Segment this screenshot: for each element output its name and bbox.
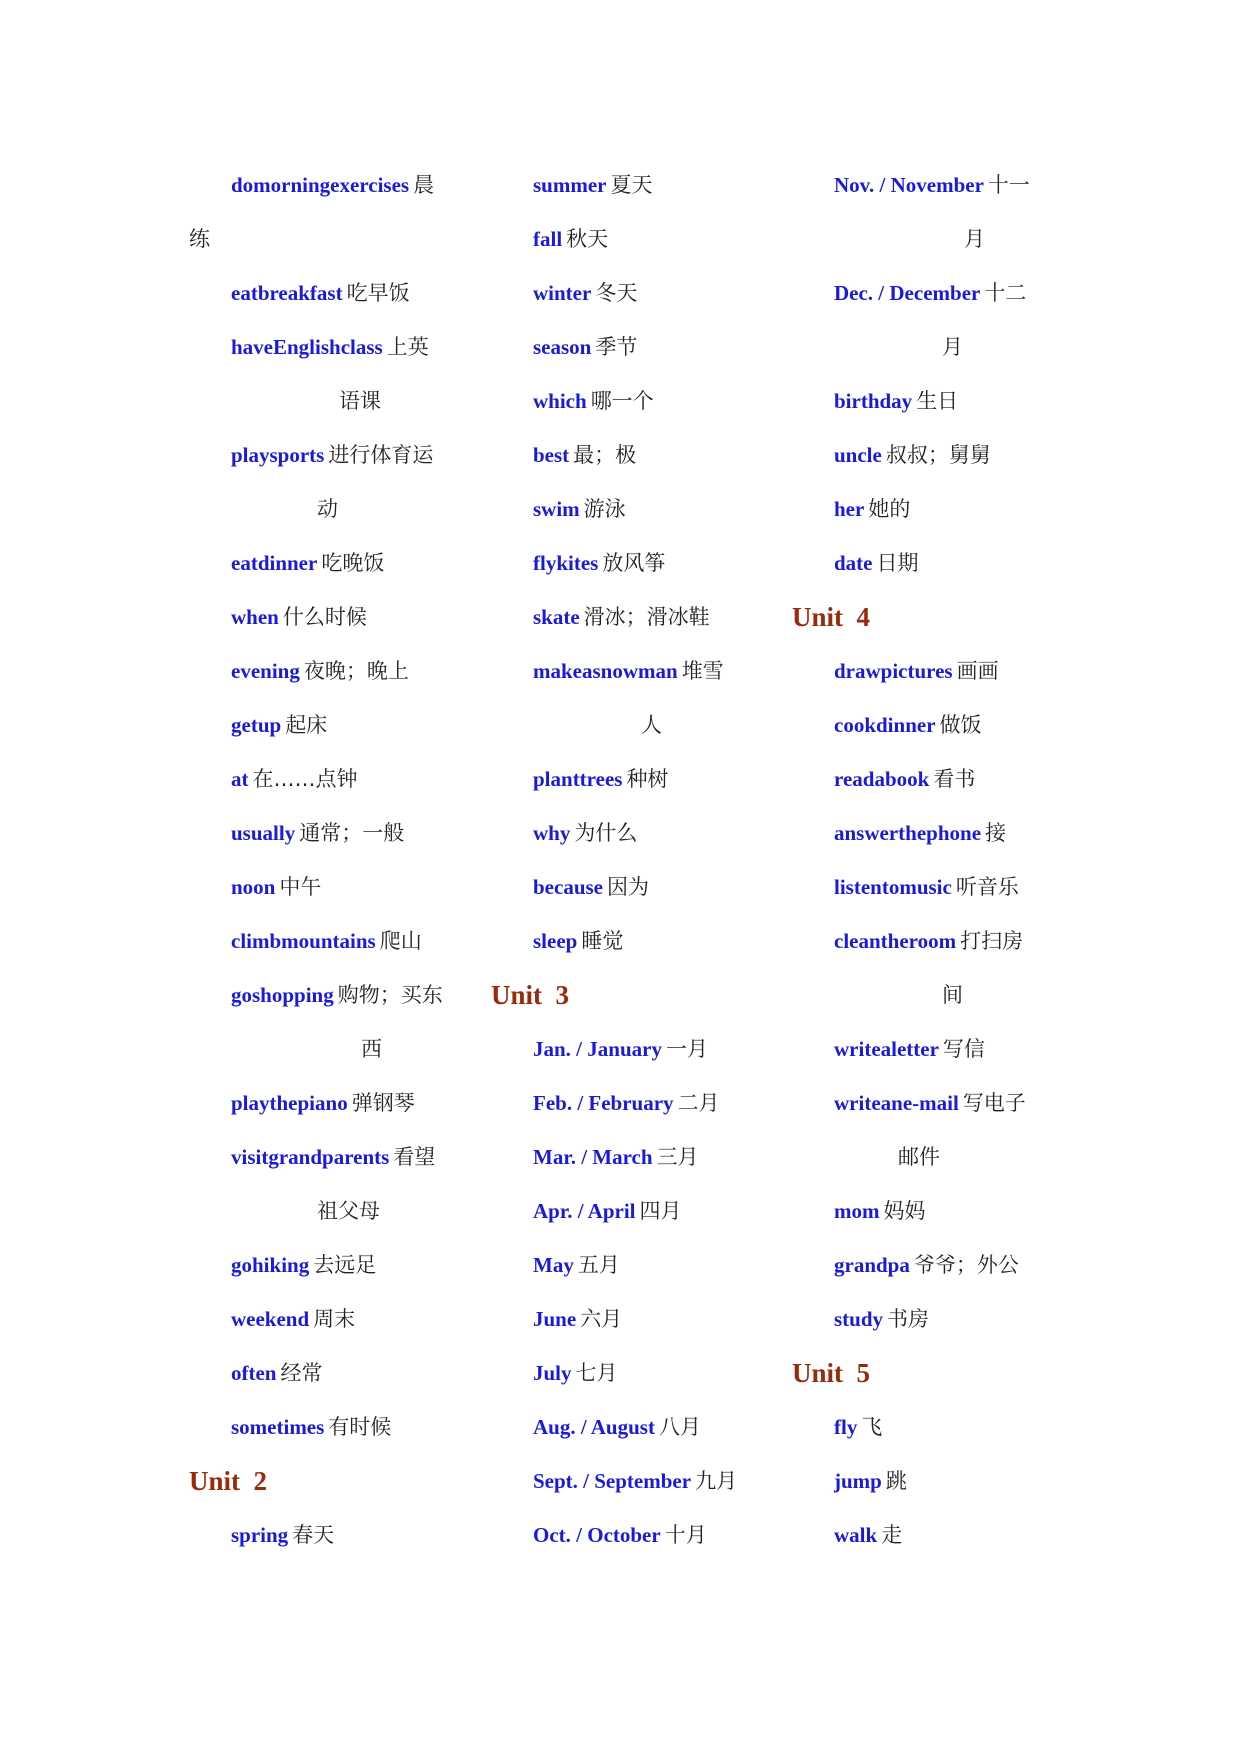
english-word: because <box>533 875 603 899</box>
english-word: Jan. / January <box>533 1037 662 1061</box>
chinese-meaning: 叔叔；舅舅 <box>885 443 991 467</box>
meaning-continuation <box>189 1184 489 1238</box>
meaning-continuation <box>792 968 1092 1022</box>
english-word: flykites <box>533 551 599 575</box>
english-word: makeasnowman <box>533 659 678 683</box>
english-word: date <box>834 551 873 575</box>
english-word: often <box>231 1361 277 1385</box>
english-word: at <box>231 767 249 791</box>
chinese-meaning: 夜晚；晚上 <box>303 659 409 683</box>
chinese-meaning: 冬天 <box>595 281 638 305</box>
meaning-continuation <box>792 320 1092 374</box>
vocab-entry <box>189 1076 489 1130</box>
english-word: season <box>533 335 592 359</box>
english-word: jump <box>834 1469 882 1493</box>
chinese-meaning: 秋天 <box>566 227 609 251</box>
vocab-entry <box>491 1238 791 1292</box>
vocab-entry <box>189 698 489 752</box>
vocab-entry <box>189 320 489 374</box>
vocab-entry <box>189 860 489 914</box>
chinese-meaning: 一月 <box>665 1037 708 1061</box>
vocab-entry <box>189 158 489 212</box>
english-word: swim <box>533 497 580 521</box>
chinese-meaning: 吃早饭 <box>346 281 410 305</box>
chinese-meaning: 十月 <box>664 1523 707 1547</box>
vocab-entry <box>792 752 1092 806</box>
vocab-entry <box>491 806 791 860</box>
english-word: domorningexercises <box>231 173 410 197</box>
english-word: walk <box>834 1523 878 1547</box>
vocab-entry <box>491 1022 791 1076</box>
english-word: drawpictures <box>834 659 953 683</box>
english-word: Nov. / November <box>834 173 984 197</box>
chinese-meaning: 游泳 <box>583 497 626 521</box>
english-word: fall <box>533 227 563 251</box>
vocab-entry <box>491 644 791 698</box>
chinese-meaning: 接 <box>985 821 1007 845</box>
chinese-meaning: 春天 <box>292 1523 335 1547</box>
chinese-meaning: 爬山 <box>379 929 422 953</box>
english-word: June <box>533 1307 577 1331</box>
english-word: writealetter <box>834 1037 939 1061</box>
vocab-entry <box>189 1400 489 1454</box>
vocab-entry <box>792 1076 1092 1130</box>
chinese-meaning: 四月 <box>639 1199 682 1223</box>
vocab-entry <box>189 590 489 644</box>
vocabulary-column-2 <box>491 158 791 1562</box>
vocab-entry <box>491 752 791 806</box>
chinese-meaning: 周末 <box>313 1307 356 1331</box>
vocab-entry <box>491 1346 791 1400</box>
vocab-entry <box>491 1400 791 1454</box>
chinese-meaning: 起床 <box>285 713 328 737</box>
chinese-meaning: 跳 <box>885 1469 907 1493</box>
english-word: sleep <box>533 929 578 953</box>
english-word: eatbreakfast <box>231 281 343 305</box>
vocab-entry <box>792 1238 1092 1292</box>
english-word: May <box>533 1253 574 1277</box>
english-word: spring <box>231 1523 289 1547</box>
continuation-text: 月 <box>942 335 963 359</box>
english-word: cleantheroom <box>834 929 957 953</box>
vocab-entry <box>491 914 791 968</box>
chinese-meaning: 生日 <box>916 389 959 413</box>
chinese-meaning: 九月 <box>695 1469 738 1493</box>
chinese-meaning: 什么时候 <box>282 605 367 629</box>
vocab-entry <box>792 644 1092 698</box>
vocab-entry <box>491 590 791 644</box>
meaning-continuation <box>792 212 1092 266</box>
english-word: Feb. / February <box>533 1091 674 1115</box>
chinese-meaning: 中午 <box>279 875 322 899</box>
english-word: haveEnglishclass <box>231 335 383 359</box>
chinese-meaning: 走 <box>881 1523 903 1547</box>
chinese-meaning: 放风筝 <box>602 551 666 575</box>
vocab-entry <box>792 482 1092 536</box>
chinese-meaning: 弹钢琴 <box>351 1091 415 1115</box>
unit-heading <box>189 1454 489 1508</box>
english-word: summer <box>533 173 607 197</box>
chinese-meaning: 为什么 <box>574 821 638 845</box>
english-word: noon <box>231 875 276 899</box>
english-word: winter <box>533 281 592 305</box>
chinese-meaning: 做饭 <box>939 713 982 737</box>
unit-title: Unit 2 <box>189 1466 268 1496</box>
vocab-entry <box>189 752 489 806</box>
vocab-entry <box>792 374 1092 428</box>
vocab-entry <box>189 644 489 698</box>
unit-title: Unit 4 <box>792 602 871 632</box>
chinese-meaning: 吃晚饭 <box>321 551 385 575</box>
vocab-entry <box>792 1292 1092 1346</box>
vocab-entry <box>491 1292 791 1346</box>
english-word: Sept. / September <box>533 1469 692 1493</box>
vocab-entry <box>491 374 791 428</box>
chinese-meaning: 进行体育运 <box>328 443 434 467</box>
vocabulary-column-3 <box>792 158 1092 1562</box>
chinese-meaning: 在……点钟 <box>252 767 358 791</box>
unit-heading <box>792 590 1092 644</box>
vocab-entry <box>189 968 489 1022</box>
continuation-text: 间 <box>942 983 963 1007</box>
english-word: playthepiano <box>231 1091 348 1115</box>
chinese-meaning: 种树 <box>626 767 669 791</box>
vocab-entry <box>491 212 791 266</box>
continuation-text: 人 <box>641 713 662 737</box>
english-word: birthday <box>834 389 913 413</box>
english-word: listentomusic <box>834 875 952 899</box>
vocab-entry <box>189 1130 489 1184</box>
vocab-entry <box>792 428 1092 482</box>
english-word: weekend <box>231 1307 310 1331</box>
english-word: her <box>834 497 865 521</box>
vocab-entry <box>491 1184 791 1238</box>
meaning-continuation <box>792 1130 1092 1184</box>
vocab-entry <box>792 1022 1092 1076</box>
vocab-entry <box>792 1400 1092 1454</box>
continuation-text: 邮件 <box>898 1145 940 1169</box>
chinese-meaning: 因为 <box>607 875 649 899</box>
chinese-meaning: 通常；一般 <box>299 821 405 845</box>
vocab-entry <box>189 914 489 968</box>
meaning-continuation <box>189 1022 489 1076</box>
english-word: eatdinner <box>231 551 318 575</box>
vocab-entry <box>189 266 489 320</box>
meaning-continuation <box>189 482 489 536</box>
chinese-meaning: 三月 <box>656 1145 699 1169</box>
chinese-meaning: 写电子 <box>962 1091 1026 1115</box>
chinese-meaning: 堆雪 <box>681 659 724 683</box>
vocab-entry <box>792 266 1092 320</box>
vocab-entry <box>792 1454 1092 1508</box>
chinese-meaning: 二月 <box>677 1091 720 1115</box>
english-word: planttrees <box>533 767 623 791</box>
vocab-entry <box>189 1508 489 1562</box>
chinese-meaning: 听音乐 <box>955 875 1019 899</box>
vocabulary-column-1 <box>189 158 489 1562</box>
english-word: readabook <box>834 767 930 791</box>
english-word: gohiking <box>231 1253 310 1277</box>
vocab-entry <box>491 428 791 482</box>
vocab-entry <box>792 860 1092 914</box>
english-word: cookdinner <box>834 713 936 737</box>
chinese-meaning: 书房 <box>887 1307 930 1331</box>
chinese-meaning: 购物；买东 <box>337 983 443 1007</box>
english-word: study <box>834 1307 884 1331</box>
english-word: visitgrandparents <box>231 1145 390 1169</box>
chinese-meaning: 七月 <box>575 1361 618 1385</box>
vocab-entry <box>792 158 1092 212</box>
chinese-meaning: 夏天 <box>610 173 653 197</box>
english-word: sometimes <box>231 1415 325 1439</box>
chinese-meaning: 妈妈 <box>883 1199 926 1223</box>
chinese-meaning: 经常 <box>280 1361 323 1385</box>
english-word: goshopping <box>231 983 334 1007</box>
vocab-entry <box>491 482 791 536</box>
vocab-entry <box>189 536 489 590</box>
vocab-entry <box>792 806 1092 860</box>
continuation-text: 语课 <box>339 389 381 413</box>
meaning-continuation <box>491 698 791 752</box>
meaning-continuation <box>189 212 489 266</box>
continuation-text: 祖父母 <box>317 1199 380 1223</box>
chinese-meaning: 八月 <box>658 1415 701 1439</box>
continuation-text: 动 <box>317 497 338 521</box>
chinese-meaning: 看望 <box>393 1145 436 1169</box>
english-word: usually <box>231 821 296 845</box>
unit-heading <box>491 968 791 1022</box>
english-word: Mar. / March <box>533 1145 653 1169</box>
chinese-meaning: 睡觉 <box>581 929 624 953</box>
english-word: writeane-mail <box>834 1091 959 1115</box>
chinese-meaning: 十一 <box>987 173 1030 197</box>
chinese-meaning: 最；极 <box>573 443 637 467</box>
vocab-entry <box>792 1508 1092 1562</box>
meaning-continuation <box>189 374 489 428</box>
english-word: when <box>231 605 279 629</box>
english-word: skate <box>533 605 580 629</box>
vocab-entry <box>792 1184 1092 1238</box>
chinese-meaning: 有时候 <box>328 1415 392 1439</box>
unit-title: Unit 3 <box>491 980 570 1010</box>
vocab-entry <box>491 860 791 914</box>
chinese-meaning: 画画 <box>956 659 999 683</box>
vocab-entry <box>792 536 1092 590</box>
vocab-entry <box>189 806 489 860</box>
vocab-entry <box>491 320 791 374</box>
chinese-meaning: 滑冰；滑冰鞋 <box>583 605 710 629</box>
unit-title: Unit 5 <box>792 1358 871 1388</box>
vocab-entry <box>189 1238 489 1292</box>
english-word: which <box>533 389 587 413</box>
chinese-meaning: 她的 <box>868 497 911 521</box>
english-word: Dec. / December <box>834 281 981 305</box>
chinese-meaning: 日期 <box>876 551 919 575</box>
vocab-entry <box>491 1454 791 1508</box>
vocab-entry <box>189 1346 489 1400</box>
chinese-meaning: 季节 <box>595 335 638 359</box>
english-word: best <box>533 443 570 467</box>
english-word: Oct. / October <box>533 1523 661 1547</box>
english-word: answerthephone <box>834 821 982 845</box>
chinese-meaning: 看书 <box>933 767 976 791</box>
continuation-text: 月 <box>964 227 985 251</box>
chinese-meaning: 爷爷；外公 <box>913 1253 1019 1277</box>
vocab-entry <box>491 536 791 590</box>
vocab-entry <box>792 698 1092 752</box>
chinese-meaning: 晨 <box>413 173 435 197</box>
english-word: climbmountains <box>231 929 376 953</box>
english-word: evening <box>231 659 300 683</box>
vocab-entry <box>491 1076 791 1130</box>
english-word: getup <box>231 713 282 737</box>
continuation-text: 西 <box>361 1037 382 1061</box>
chinese-meaning: 十二 <box>984 281 1027 305</box>
chinese-meaning: 写信 <box>942 1037 985 1061</box>
english-word: why <box>533 821 571 845</box>
english-word: playsports <box>231 443 325 467</box>
vocab-entry <box>491 1508 791 1562</box>
english-word: mom <box>834 1199 880 1223</box>
english-word: grandpa <box>834 1253 910 1277</box>
english-word: fly <box>834 1415 858 1439</box>
chinese-meaning: 打扫房 <box>960 929 1024 953</box>
english-word: uncle <box>834 443 882 467</box>
vocab-entry <box>792 914 1092 968</box>
english-word: July <box>533 1361 572 1385</box>
chinese-meaning: 上英 <box>386 335 429 359</box>
vocab-entry <box>491 266 791 320</box>
chinese-meaning: 哪一个 <box>590 389 654 413</box>
english-word: Aug. / August <box>533 1415 655 1439</box>
vocab-entry <box>189 1292 489 1346</box>
english-word: Apr. / April <box>533 1199 636 1223</box>
chinese-meaning: 去远足 <box>313 1253 377 1277</box>
continuation-text: 练 <box>189 227 210 251</box>
vocab-entry <box>189 428 489 482</box>
unit-heading <box>792 1346 1092 1400</box>
chinese-meaning: 五月 <box>577 1253 620 1277</box>
chinese-meaning: 六月 <box>580 1307 623 1331</box>
vocab-entry <box>491 1130 791 1184</box>
vocab-entry <box>491 158 791 212</box>
chinese-meaning: 飞 <box>861 1415 883 1439</box>
